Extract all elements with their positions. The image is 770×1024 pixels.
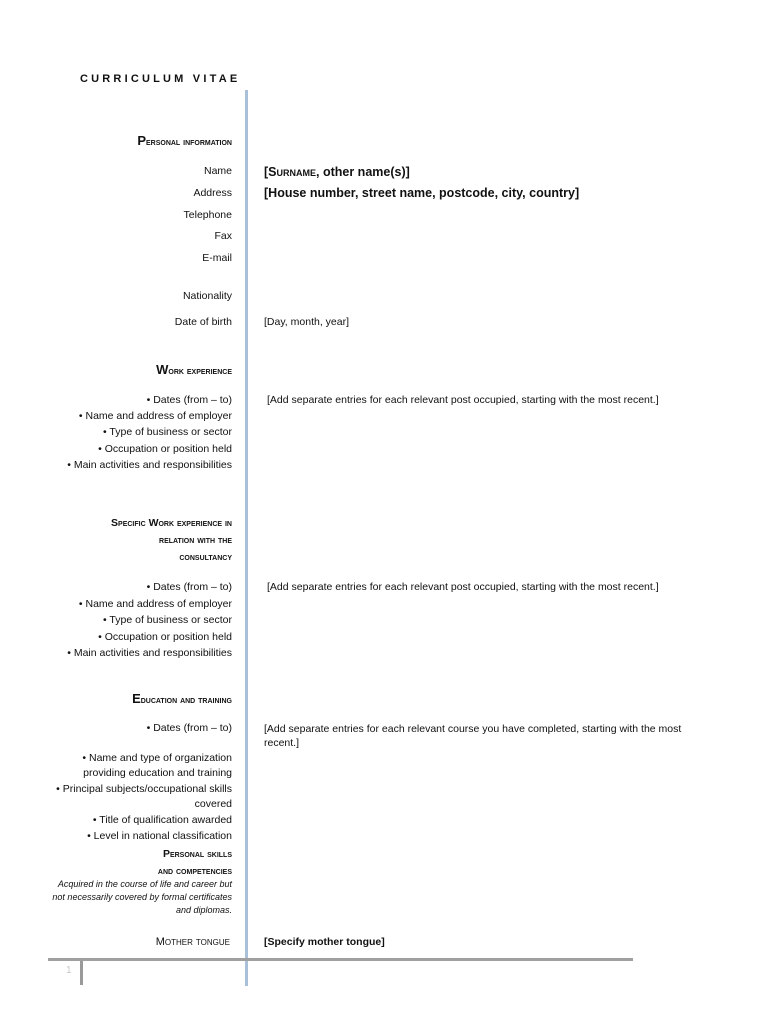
label-email: E-mail bbox=[202, 252, 232, 264]
label-specific-occupation: • Occupation or position held bbox=[98, 631, 232, 643]
label-specific-employer: • Name and address of employer bbox=[78, 598, 232, 610]
label-work-dates: • Dates (from – to) bbox=[146, 394, 232, 406]
value-specific-instructions: [Add separate entries for each relevant post occupied, starting with the most recent.] bbox=[267, 581, 659, 593]
value-name: [Surname, other name(s)] bbox=[264, 165, 410, 179]
value-date-of-birth: [Day, month, year] bbox=[264, 316, 350, 328]
label-education-qualification: • Title of qualification awarded bbox=[92, 814, 232, 826]
label-education-organization: • Name and type of organization providing education and training bbox=[82, 752, 232, 779]
label-mother-tongue: Mother tongue bbox=[155, 936, 230, 948]
section-education-training: Education and training bbox=[132, 691, 232, 706]
page-number: 1 bbox=[66, 965, 72, 976]
label-telephone: Telephone bbox=[183, 209, 232, 221]
label-fax: Fax bbox=[214, 230, 232, 242]
value-work-instructions: [Add separate entries for each relevant post occupied, starting with the most recent.] bbox=[267, 394, 659, 406]
cv-title: CURRICULUM VITAE bbox=[80, 73, 241, 85]
label-work-employer: • Name and address of employer bbox=[78, 410, 232, 422]
personal-skills-note: Acquired in the course of life and career but not necessarily covered by formal certificates and diplomas. bbox=[52, 879, 232, 915]
label-work-business: • Type of business or sector bbox=[103, 426, 232, 438]
label-specific-activities: • Main activities and responsibilities bbox=[67, 647, 232, 659]
section-personal-information: Personal information bbox=[137, 133, 232, 148]
value-mother-tongue: [Specify mother tongue] bbox=[264, 936, 385, 948]
label-work-activities: • Main activities and responsibilities bbox=[67, 459, 232, 471]
label-address: Address bbox=[193, 187, 232, 199]
label-specific-business: • Type of business or sector bbox=[103, 614, 232, 626]
label-nationality: Nationality bbox=[182, 290, 232, 302]
label-date-of-birth: Date of birth bbox=[174, 316, 232, 328]
label-specific-dates: • Dates (from – to) bbox=[146, 581, 232, 593]
page-number-bar bbox=[80, 961, 83, 985]
label-work-occupation: • Occupation or position held bbox=[98, 443, 232, 455]
section-specific-work-experience: Specific Work experience in relation with the consultancy bbox=[111, 517, 232, 563]
label-education-level: • Level in national classification bbox=[87, 830, 232, 842]
value-address: [House number, street name, postcode, city, country] bbox=[264, 186, 580, 200]
label-education-subjects: • Principal subjects/occupational skills covered bbox=[56, 783, 232, 810]
section-work-experience: Work experience bbox=[156, 362, 232, 377]
label-education-dates: • Dates (from – to) bbox=[146, 722, 232, 734]
vertical-divider bbox=[245, 90, 248, 986]
label-name: Name bbox=[203, 165, 232, 177]
footer-divider bbox=[48, 958, 633, 961]
value-education-instructions: [Add separate entries for each relevant course you have completed, starting with the most recent.] bbox=[264, 723, 682, 749]
section-personal-skills: Personal skills and competencies bbox=[157, 848, 232, 877]
